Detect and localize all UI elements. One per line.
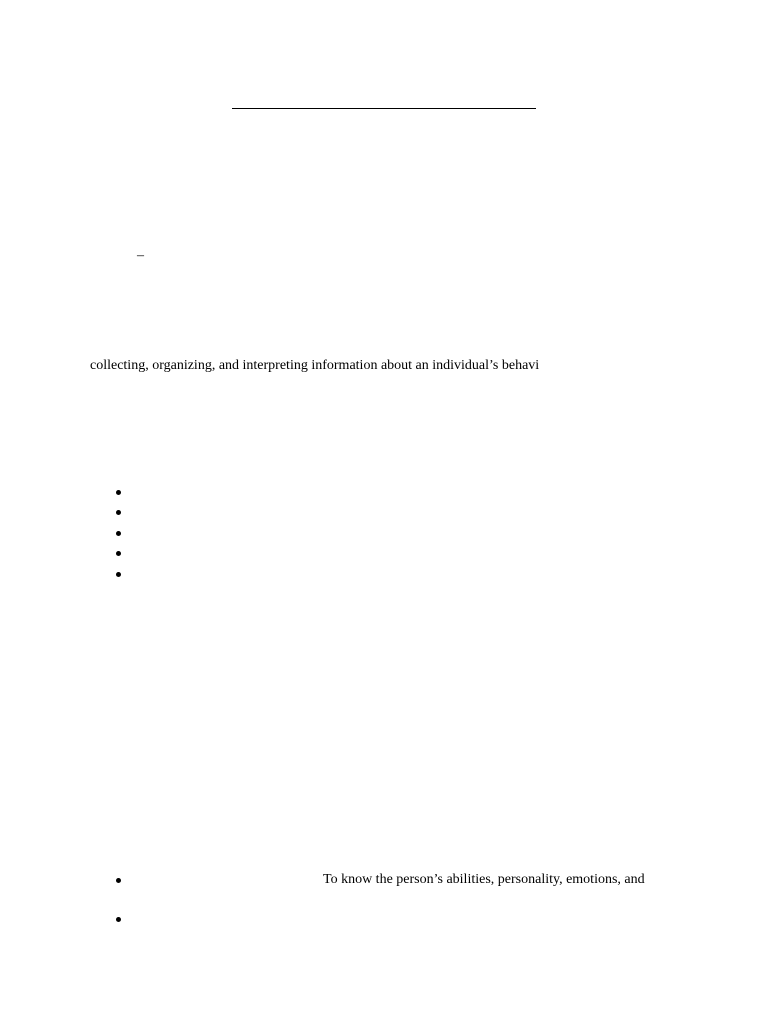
- body-paragraph: collecting, organizing, and interpreting information about an individual’s behavi: [90, 358, 540, 373]
- list-item-bullet: [115, 485, 123, 501]
- list-item-bullet: [115, 873, 123, 889]
- list-item-bullet: [115, 526, 123, 542]
- list-item-bullet: [115, 546, 123, 562]
- list-item-bullet: [115, 912, 123, 928]
- list-item-text: To know the person’s abilities, personality, emotions, and: [323, 872, 645, 887]
- list-item-bullet: [115, 567, 123, 583]
- list-item-bullet: [115, 505, 123, 521]
- title-underline: [232, 108, 536, 109]
- dash-mark: –: [137, 248, 144, 263]
